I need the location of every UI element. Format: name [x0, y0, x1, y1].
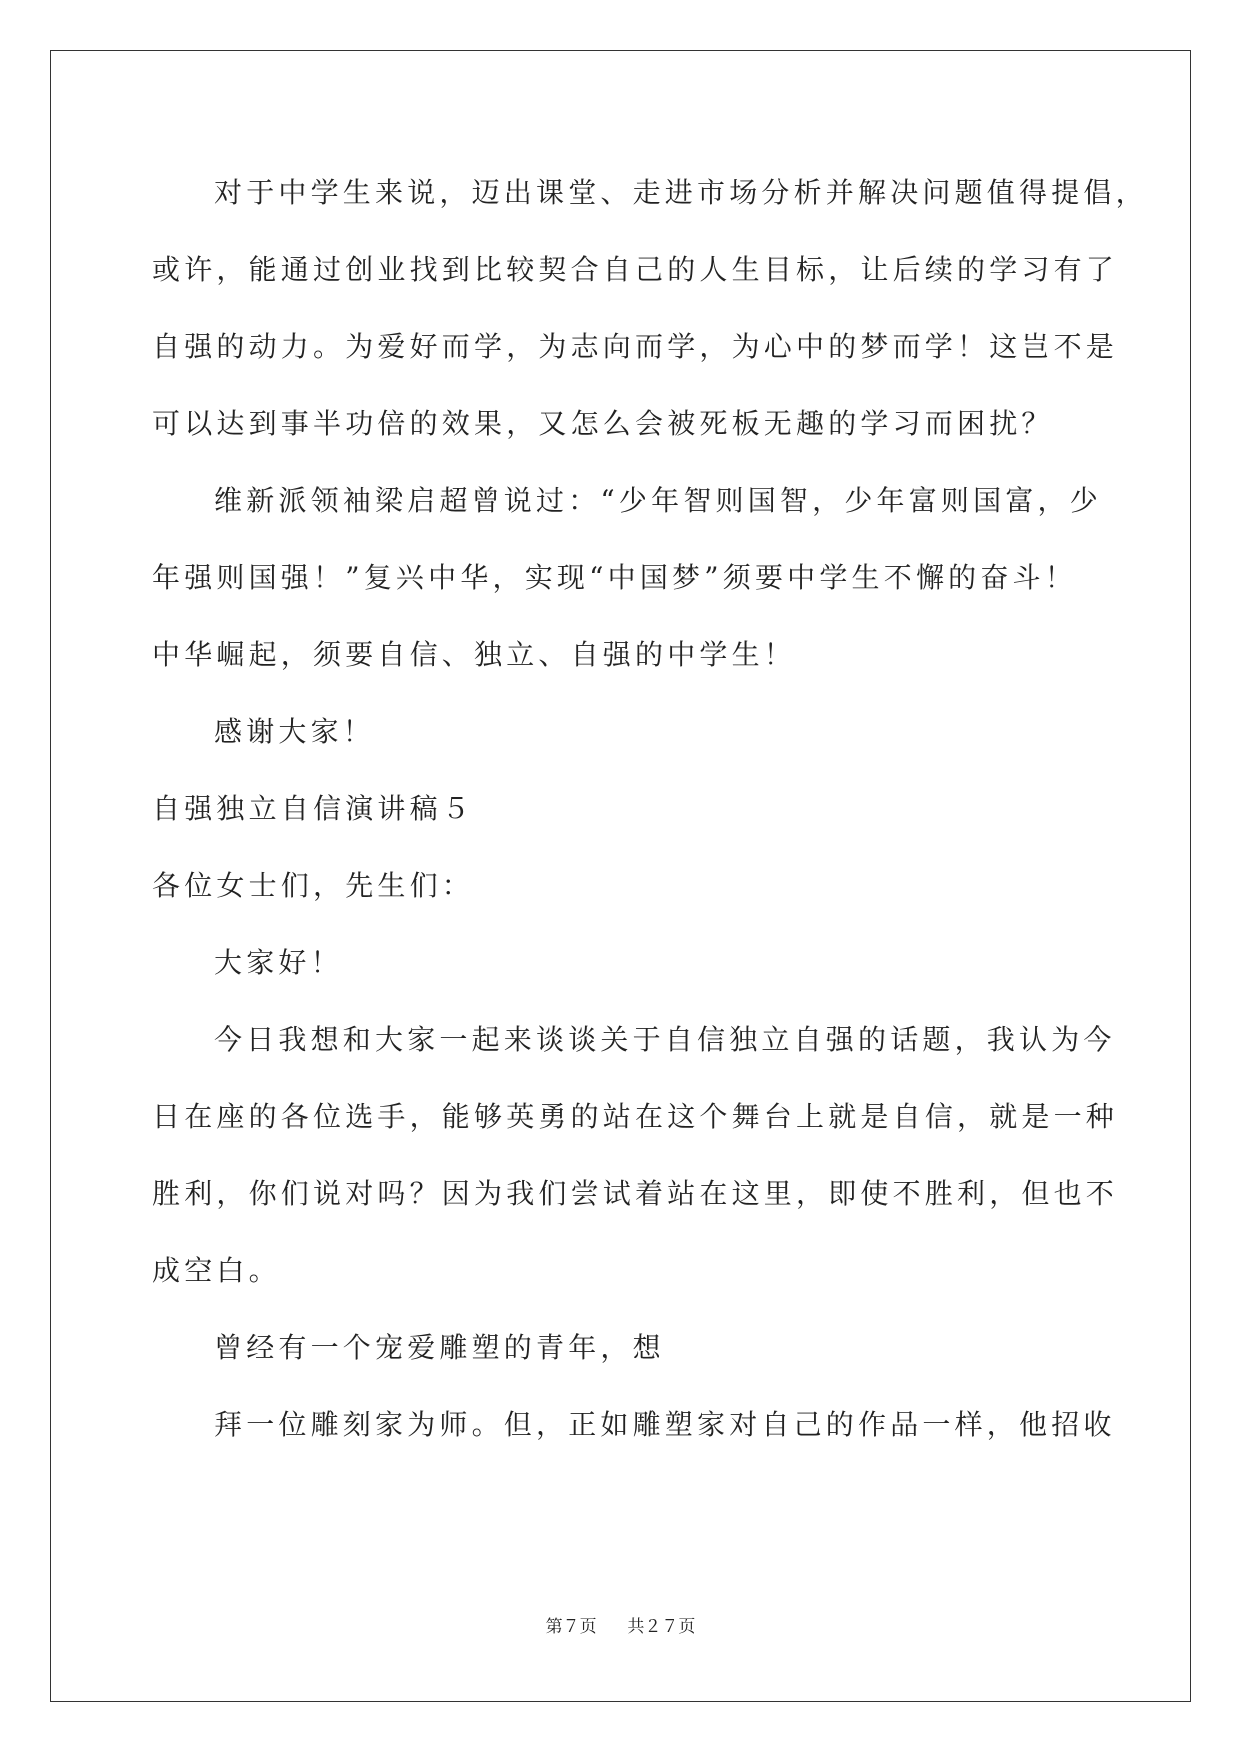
body-text-line: 或许，能通过创业找到比较契合自己的人生目标，让后续的学习有了	[152, 253, 1119, 286]
page-footer	[0, 1616, 1241, 1638]
section-heading: 自强独立自信演讲稿５	[152, 792, 475, 825]
body-text-line: 成空白。	[152, 1254, 281, 1287]
body-text-line: 大家好！	[214, 946, 343, 979]
body-text-line: 维新派领袖梁启超曾说过：“少年智则国智，少年富则国富，少	[214, 484, 1102, 517]
page-number: 第７页	[545, 1617, 597, 1637]
body-text-line: 年强则国强！”复兴中华，实现“中国梦”须要中学生不懈的奋斗！	[152, 561, 1077, 594]
body-text-line: 今日我想和大家一起来谈谈关于自信独立自强的话题，我认为今	[214, 1023, 1116, 1056]
body-text-line: 中华崛起，须要自信、独立、自强的中学生！	[152, 638, 797, 671]
body-text-line: 日在座的各位选手，能够英勇的站在这个舞台上就是自信，就是一种	[152, 1100, 1119, 1133]
body-text-line: 自强的动力。为爱好而学，为志向而学，为心中的梦而学！这岂不是	[152, 330, 1119, 363]
body-text-line: 可以达到事半功倍的效果，又怎么会被死板无趣的学习而困扰？	[152, 407, 1054, 440]
salutation: 各位女士们，先生们：	[152, 869, 475, 902]
body-text-line: 对于中学生来说，迈出课堂、走进市场分析并解决问题值得提倡，	[214, 176, 1148, 209]
page-total: 共２７页	[627, 1617, 696, 1637]
body-text-line: 拜一位雕刻家为师。但，正如雕塑家对自己的作品一样，他招收	[214, 1408, 1116, 1441]
body-text-line: 感谢大家！	[214, 715, 376, 748]
body-text-line: 曾经有一个宠爱雕塑的青年，想	[214, 1331, 665, 1364]
body-text-line: 胜利，你们说对吗？因为我们尝试着站在这里，即使不胜利，但也不	[152, 1177, 1119, 1210]
